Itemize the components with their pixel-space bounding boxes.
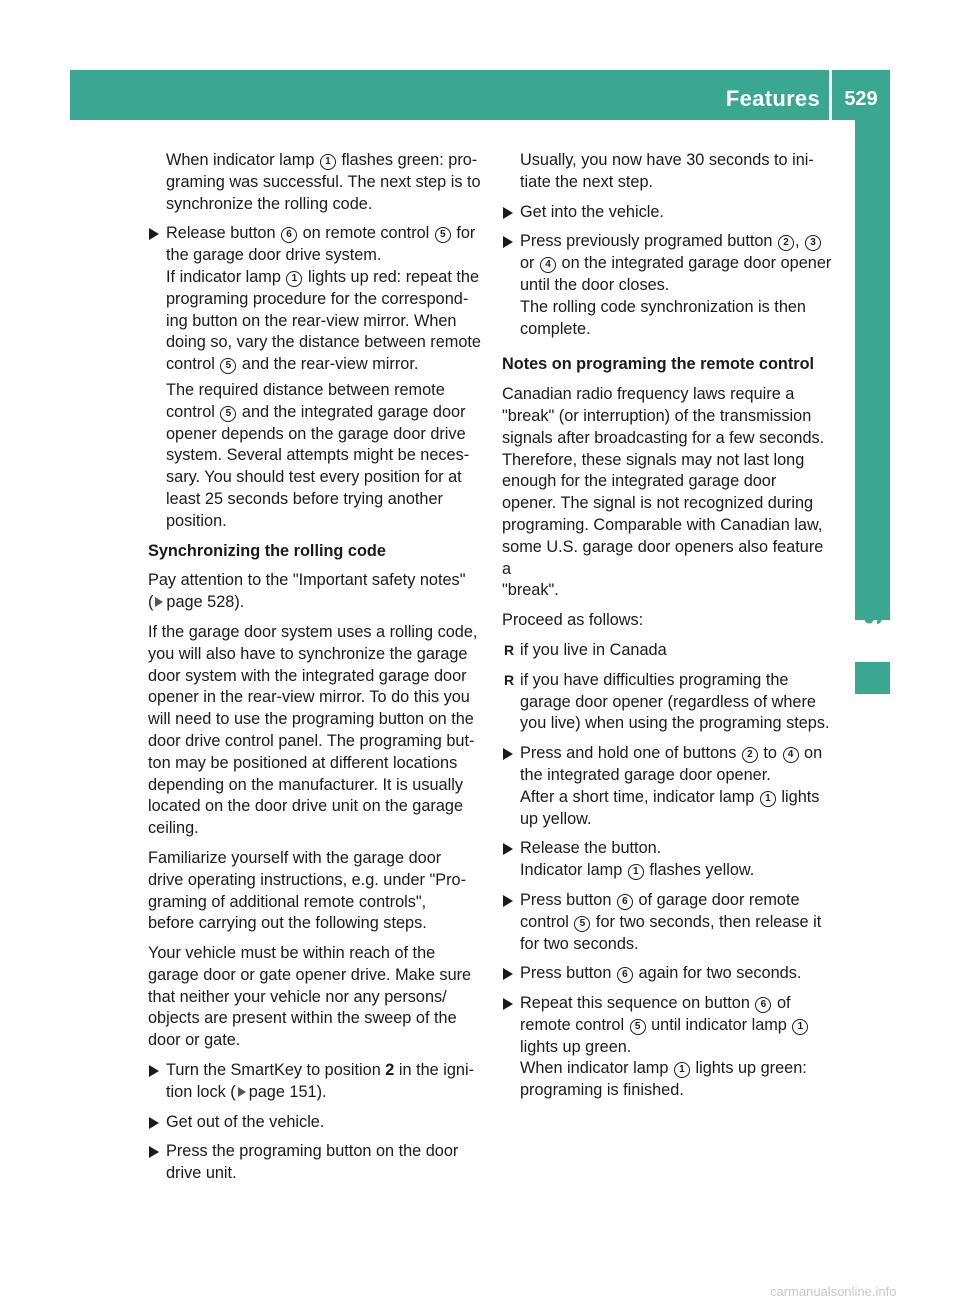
paragraph: Familiarize yourself with the garage door drive operating instructions, e.g. under "Pro- graming of additional remote controls", before carrying out the following steps. — [148, 848, 467, 933]
indicator-lamp-callout: 1 — [320, 154, 336, 170]
paragraph: If the garage door system uses a rolling code, you will also have to synchronize the garage door system with the integrated garage door opener in the rear-view mirror. To do this you will need to use the programing button on the door drive control panel. The programing but- ton may be positioned at different locations depending on the manufacturer. It is usually located on the door drive unit on the garage ceiling. — [148, 622, 478, 838]
side-tab-label: Stowage and features — [860, 366, 888, 625]
step-item: Turn the SmartKey to position 2 in the igni- tion lock ( page 151). — [148, 1060, 481, 1104]
section-heading: Notes on programing the remote control — [502, 355, 815, 374]
page-reference-icon — [238, 1087, 246, 1097]
bullet-item: R if you have difficulties programing the garage door opener (regardless of where you live) when using the programing steps. — [502, 670, 835, 735]
step-item: Release the button. Indicator lamp 1 flashes yellow. — [502, 838, 835, 882]
paragraph: Pay attention to the "Important safety notes" ( page 528). — [148, 571, 466, 612]
side-tab-marker — [855, 662, 890, 694]
step-item: Press button 6 again for two seconds. — [502, 963, 835, 985]
step-item: Press the programing button on the door drive unit. — [148, 1141, 481, 1185]
section-title: Features — [725, 86, 820, 111]
step-item: Release button 6 on remote control 5 for the garage door drive system. If indicator lamp 1 lights up red: repeat the programing procedure for the correspond- ing button on the rear-view mirror. When doing so, vary the distance between remote control 5 and the rear-view mirror. — [148, 223, 481, 376]
step-item: Repeat this sequence on button 6 of remote control 5 until indicator lamp 1 lights up green. When indicator lamp 1 lights up green: programing is finished. — [502, 993, 835, 1102]
left-column — [148, 150, 481, 1193]
paragraph: Your vehicle must be within reach of the garage door or gate opener drive. Make sure that neither your vehicle nor any persons/ objects are present within the sweep of the door or gate. — [148, 944, 472, 1050]
paragraph: Canadian radio frequency laws require a "break" (or interruption) of the transmission signals after broadcasting for a few seconds. Therefore, these signals may not last long enough for the integrated garage door opener. The signal is not recognized during programing. Comparable with Canadian law, some U.S. garage door openers also feature a "break". — [502, 385, 825, 600]
step-item: Press previously programed button 2 , 3 or 4 on the integrated garage door opener until the door closes. The rolling code synchronization is then complete. — [502, 231, 835, 340]
page-reference-link[interactable]: page 528). — [166, 593, 245, 612]
step-item: Get into the vehicle. — [502, 202, 835, 224]
step-item: Press button 6 of garage door remote control 5 for two seconds, then release it for two seconds. — [502, 890, 835, 955]
page-reference-link[interactable]: page 151). — [248, 1082, 327, 1101]
watermark: carmanualsonline.info — [770, 1284, 897, 1299]
step-item: Get out of the vehicle. — [148, 1112, 481, 1134]
section-heading: Synchronizing the rolling code — [148, 541, 386, 560]
paragraph: Proceed as follows: — [502, 611, 644, 630]
paragraph: Usually, you now have 30 seconds to ini- tiate the next step. — [520, 151, 814, 191]
page-reference-icon — [155, 597, 163, 607]
right-column — [502, 150, 835, 1110]
step-item: Press and hold one of buttons 2 to 4 on the integrated garage door opener. After a short time, indicator lamp 1 lights up yellow. — [502, 743, 835, 830]
page-number: 529 — [844, 88, 878, 110]
bullet-item: R if you live in Canada — [502, 640, 835, 662]
paragraph: The required distance between remote control 5 and the integrated garage door opener depends on the garage door drive system. Several attempts might be neces- sary. You should test every position for at least 25 seconds before trying another position. — [166, 380, 470, 530]
paragraph: When indicator lamp 1 flashes green: pro- graming was successful. The next step is to synchronize the rolling code. — [166, 151, 481, 213]
